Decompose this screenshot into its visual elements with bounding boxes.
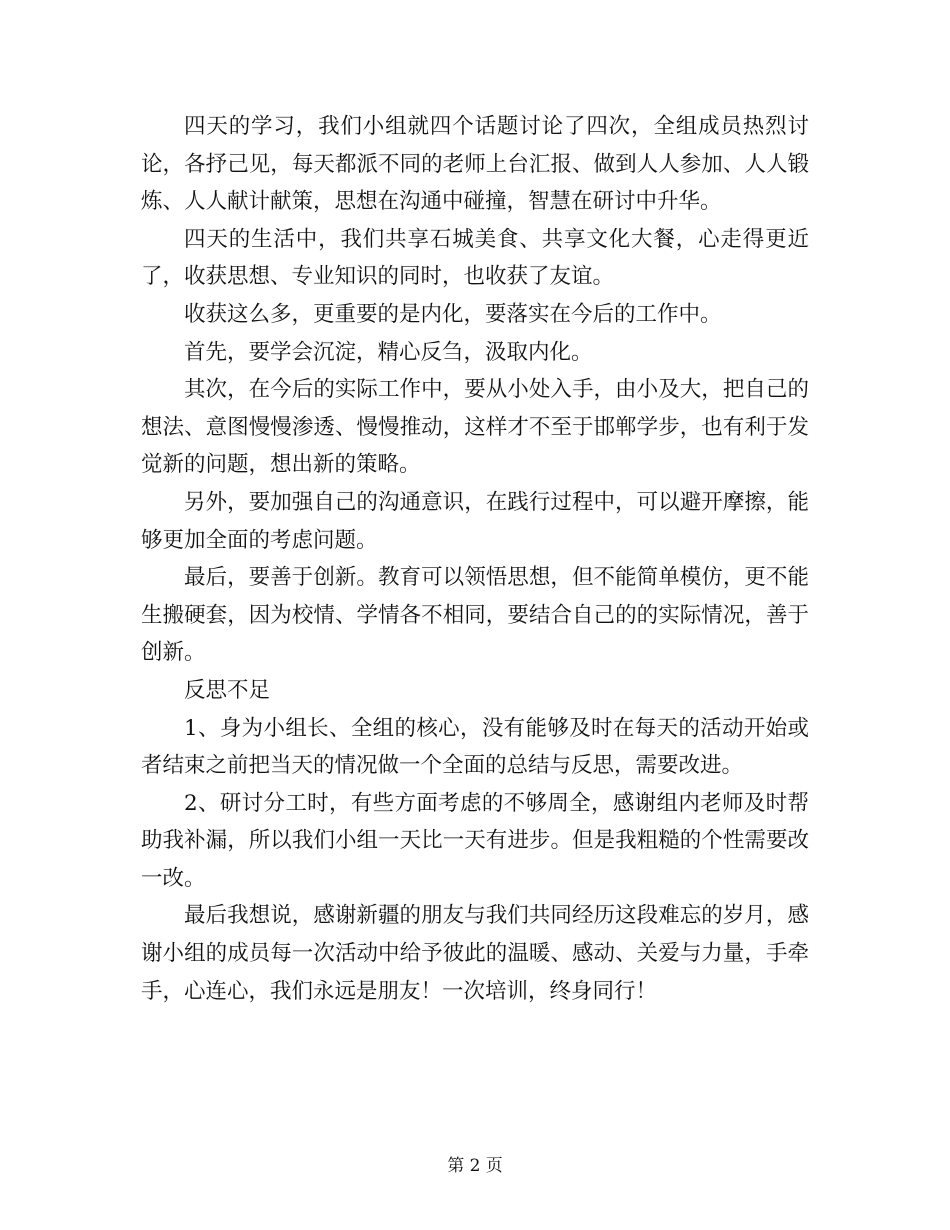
paragraph: 另外，要加强自己的沟通意识，在践行过程中，可以避开摩擦，能够更加全面的考虑问题。 [141,489,809,553]
paragraph: 最后，要善于创新。教育可以领悟思想，但不能简单模仿，更不能生搬硬套，因为校情、学情各不相同，要结合自己的的实际情况，善于创新。 [141,565,809,666]
paragraph: 其次，在今后的实际工作中，要从小处入手，由小及大，把自己的想法、意图慢慢渗透、慢慢推动，这样才不至于邯郸学步，也有利于发觉新的问题，想出新的策略。 [141,377,809,478]
document-body [141,108,809,1010]
section-heading: 反思不足 [184,677,271,703]
paragraph: 首先，要学会沉淀，精心反刍，汲取内化。 [184,339,593,365]
paragraph: 收获这么多，更重要的是内化，要落实在今后的工作中。 [184,301,722,327]
paragraph: 四天的学习，我们小组就四个话题讨论了四次，全组成员热烈讨论，各抒己见，每天都派不同的老师上台汇报、做到人人参加、人人锻炼、人人献计献策，思想在沟通中碰撞，智慧在研讨中升华。 [141,114,809,215]
paragraph: 1、身为小组长、全组的核心，没有能够及时在每天的活动开始或者结束之前把当天的情况做一个全面的总结与反思，需要改进。 [141,715,809,779]
paragraph: 2、研讨分工时，有些方面考虑的不够周全，感谢组内老师及时帮助我补漏，所以我们小组一天比一天有进步。但是我粗糙的个性需要改一改。 [141,790,809,891]
paragraph: 四天的生活中，我们共享石城美食、共享文化大餐，心走得更近了，收获思想、专业知识的同时，也收获了友谊。 [141,226,809,290]
page-number: 第 2 页 [447,1156,503,1176]
paragraph: 最后我想说，感谢新疆的朋友与我们共同经历这段难忘的岁月，感谢小组的成员每一次活动中给予彼此的温暖、感动、关爱与力量，手牵手，心连心，我们永远是朋友！一次培训，终身同行！ [141,903,809,1004]
